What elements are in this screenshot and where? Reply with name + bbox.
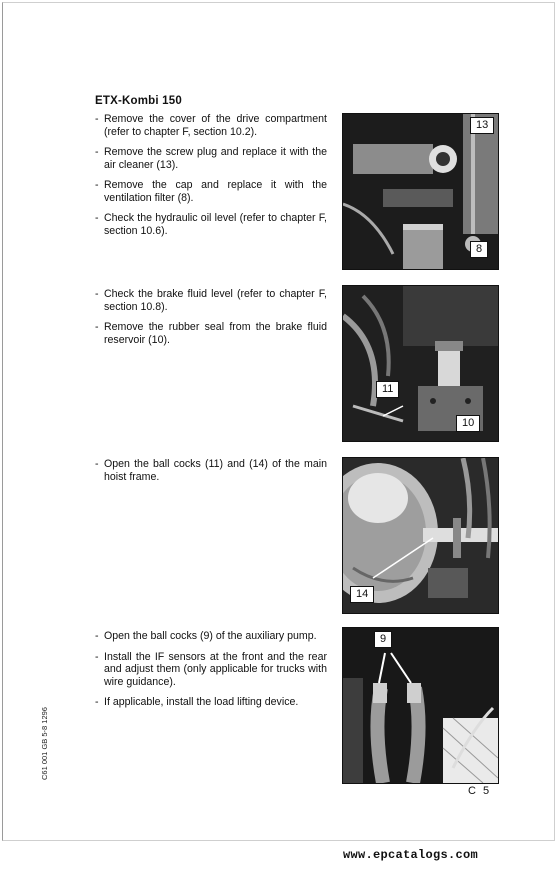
callout-11: 11 xyxy=(376,381,399,398)
list-item: - Check the brake fluid level (refer to chapter F, section 10.8). xyxy=(95,288,327,313)
photo-auxiliary-pump xyxy=(342,627,499,784)
section-1-text xyxy=(95,113,327,245)
section-3-text xyxy=(95,458,327,491)
list-item: - Remove the screw plug and replace it with the air cleaner (13). xyxy=(95,146,327,171)
list-item: - Remove the rubber seal from the brake fluid reservoir (10). xyxy=(95,321,327,346)
callout-9: 9 xyxy=(374,631,392,648)
callout-14: 14 xyxy=(350,586,374,603)
list-item: - Check the hydraulic oil level (refer to chapter F, section 10.6). xyxy=(95,212,327,237)
callout-8: 8 xyxy=(470,241,488,258)
callout-10: 10 xyxy=(456,415,480,432)
list-item: - If applicable, install the load lifting device. xyxy=(95,696,327,709)
list-item: - Open the ball cocks (9) of the auxiliary pump. xyxy=(95,630,327,643)
callout-13: 13 xyxy=(470,117,494,134)
list-item: - Open the ball cocks (11) and (14) of the main hoist frame. xyxy=(95,458,327,483)
list-item: - Remove the cap and replace it with the ventilation filter (8). xyxy=(95,179,327,204)
document-code: C61 001 GB 5-8 1296 xyxy=(40,707,49,780)
list-item: - Remove the cover of the drive compartment (refer to chapter F, section 10.2). xyxy=(95,113,327,138)
page-number: C 5 xyxy=(468,785,492,797)
section-2-text xyxy=(95,288,327,354)
watermark-link[interactable]: www.epcatalogs.com xyxy=(343,848,479,862)
list-item: - Install the IF sensors at the front and the rear and adjust them (only applicable for trucks with wire guidance). xyxy=(95,651,327,689)
page-heading: ETX-Kombi 150 xyxy=(95,95,182,107)
section-4-text xyxy=(95,630,327,717)
